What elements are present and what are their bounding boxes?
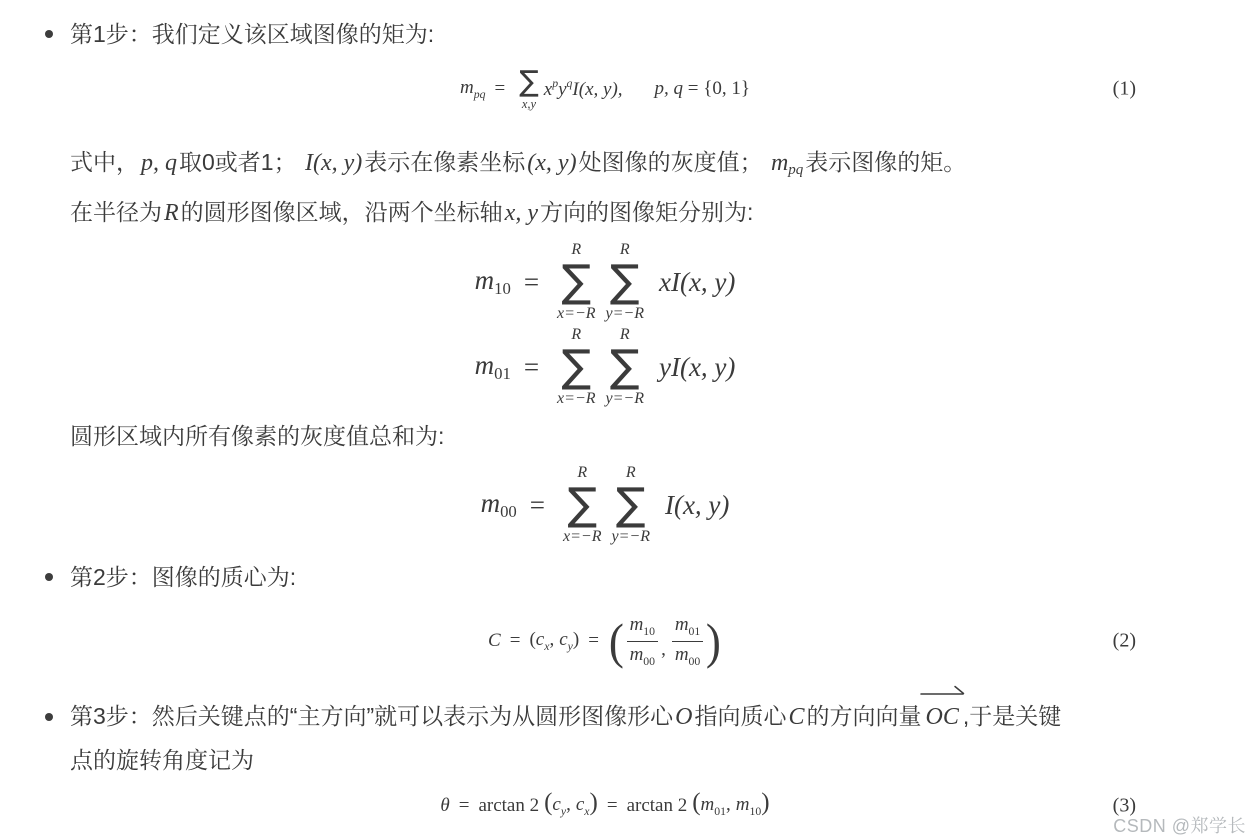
sum-lower-limit: x=−R (557, 389, 596, 407)
equation-m00-body (481, 465, 730, 546)
math-token: , (661, 639, 666, 660)
math-token: mpq (770, 150, 804, 178)
text-segment: 圆形区域内所有像素的灰度值总和为: (70, 423, 445, 449)
math-token: ( (529, 628, 536, 650)
text-segment: 点的旋转角度记为 (70, 747, 254, 773)
math-token: I(x, y) (670, 351, 736, 382)
equation-number-2: (2) (1112, 629, 1136, 652)
math-token: = (606, 795, 618, 816)
text-segment: 在半径为 (70, 199, 162, 225)
math-token: ) (572, 628, 580, 650)
math-token: m (474, 350, 495, 380)
math-token: c (575, 793, 585, 815)
bullet-step2-label: 第2步：图像的质心为: (70, 564, 297, 590)
sigma-icon: ∑ (519, 64, 539, 99)
vector-oc: OC (921, 695, 962, 739)
math-token: , (726, 793, 731, 815)
math-token: (x, y) (527, 150, 577, 176)
sigma-icon: ∑ (609, 255, 640, 307)
equation-1-body (460, 66, 750, 111)
text-segment: 处图像的灰度值； (578, 149, 769, 175)
sum-upper-limit: R (571, 325, 582, 343)
paragraph-gray-sum (70, 421, 444, 451)
text-segment: 第3步：然后关键点的“主方向”就可以表示为从圆形图像形心 (70, 703, 674, 729)
text-segment: 式中， (70, 149, 139, 175)
sum-upper-limit: R (619, 240, 630, 258)
bullet-step1-label: 第1步：我们定义该区域图像的矩为: (70, 21, 435, 47)
paragraph-moment-definition (70, 147, 966, 185)
fraction-m01-m00: $\frac{m_{01}}{m_{00}}$ (672, 613, 704, 669)
vector-arrow-icon (920, 683, 966, 696)
math-token: ( (544, 788, 553, 816)
watermark: CSDN @郑学长 (1113, 816, 1246, 836)
math-token: , (549, 628, 555, 650)
sum-lower-limit: x=−R (563, 527, 602, 545)
sum-symbol (606, 327, 644, 408)
sum-upper-limit: R (625, 463, 636, 481)
math-token: R (164, 200, 179, 226)
bullet-item-step1 (70, 19, 434, 49)
sigma-icon: ∑ (561, 255, 592, 307)
text-segment: ,于是关键 (962, 703, 1062, 729)
equation-m01 (0, 325, 1260, 407)
math-token: m (460, 76, 474, 98)
math-token: ( (692, 788, 701, 816)
sum-lower-limit: y=−R (605, 304, 644, 322)
math-token: c (552, 793, 561, 815)
math-token: c (559, 628, 568, 650)
sum-lower-limit: y=−R (605, 389, 644, 407)
math-token: = (523, 351, 540, 382)
math-token: θ (440, 795, 450, 816)
math-token: I(x, y) (304, 150, 363, 176)
math-token: y (567, 639, 573, 653)
math-token: arctan 2 (626, 795, 688, 816)
math-token: = (458, 795, 470, 816)
equation-1 (0, 57, 1260, 121)
sum-lower-limit: y=−R (611, 527, 650, 545)
math-token: = {0, 1} (683, 78, 750, 99)
math-token: 10 (494, 279, 511, 298)
math-token: 01 (714, 804, 727, 818)
math-token: I(x, y) (670, 266, 736, 297)
math-token: = (529, 489, 546, 520)
sum-symbol (557, 242, 595, 323)
text-segment: 方向的图像矩分别为: (539, 199, 754, 225)
math-token: I(x, y), (572, 79, 623, 100)
bullet-item-step3 (70, 695, 1175, 782)
sigma-icon: ∑ (609, 340, 640, 392)
bullet-icon (45, 573, 53, 581)
math-token: p, q (654, 78, 684, 99)
bullet-item-step2 (70, 562, 296, 592)
equation-m10-body (475, 242, 736, 323)
fraction-m10-m00: $\frac{m_{10}}{m_{00}}$ (627, 613, 659, 669)
sum-lower-limit: x=−R (557, 304, 596, 322)
equation-number-3: (3) (1112, 794, 1136, 817)
math-token: m (480, 488, 501, 518)
math-token: , (566, 793, 571, 815)
math-token: 10 (749, 804, 762, 818)
math-token: y (560, 804, 567, 818)
sum-upper-limit: R (619, 325, 630, 343)
equation-3-body (440, 788, 770, 819)
math-token: m (700, 793, 715, 815)
sum-symbol (612, 465, 650, 546)
sum-lower-limit: x,y (521, 97, 537, 112)
math-token: x, y (504, 200, 538, 226)
math-token: c (535, 628, 545, 650)
text-segment: 表示在像素坐标 (364, 149, 526, 175)
math-token: = (588, 630, 599, 651)
math-token: m (735, 793, 750, 815)
math-token: = (523, 266, 540, 297)
math-token: I(x, y) (664, 489, 730, 520)
sum-upper-limit: R (571, 240, 582, 258)
equation-2 (0, 607, 1260, 675)
math-token: x (543, 79, 553, 100)
math-token: O (675, 704, 693, 730)
text-segment: 的圆形图像区域，沿两个坐标轴 (180, 199, 503, 225)
math-token: = (509, 630, 521, 651)
math-token: y (658, 351, 671, 382)
sum-symbol (519, 66, 539, 111)
equation-3 (0, 788, 1260, 824)
math-token: x (658, 266, 671, 297)
bullet-icon (45, 30, 53, 38)
equation-number-1: (1) (1112, 77, 1136, 100)
math-token: pq (473, 87, 486, 101)
math-token: x (544, 639, 550, 653)
sigma-icon: ∑ (615, 478, 646, 530)
equation-m10 (0, 240, 1260, 322)
equation-m00 (0, 463, 1260, 545)
text-segment: 取0或者1； (179, 149, 303, 175)
sum-symbol (563, 465, 601, 546)
paragraph-circular-region (70, 197, 753, 228)
sum-upper-limit: R (577, 463, 588, 481)
text-segment: 的方向向量 (806, 703, 922, 729)
sigma-icon: ∑ (561, 340, 592, 392)
math-token: p (552, 77, 559, 90)
text-segment: 表示图像的矩。 (805, 149, 967, 175)
math-token: ) (761, 788, 770, 816)
equation-2-body: C = ($c_x$, $c_y$) = ( $\frac{m_{10}}{m_{00}}$ , $\frac{m_{01}}{m_{00}}$ ) (488, 613, 722, 669)
sum-symbol (606, 242, 644, 323)
math-token: m (474, 265, 495, 295)
math-token: ) (589, 788, 598, 816)
math-token: 01 (494, 364, 511, 383)
sigma-icon: ∑ (567, 478, 598, 530)
text-segment: 指向质心 (694, 703, 787, 729)
math-token: q (566, 77, 573, 90)
math-token: C (788, 704, 805, 730)
math-token: x (584, 804, 590, 818)
equation-m01-body (475, 327, 736, 408)
math-token: C (488, 630, 501, 651)
bullet-icon (45, 713, 53, 721)
math-token: p, q (141, 150, 177, 176)
sum-symbol (557, 327, 595, 408)
math-token: arctan 2 (478, 795, 540, 816)
math-token: 00 (500, 502, 517, 521)
math-token: = (494, 78, 506, 99)
math-token: y (558, 79, 567, 100)
